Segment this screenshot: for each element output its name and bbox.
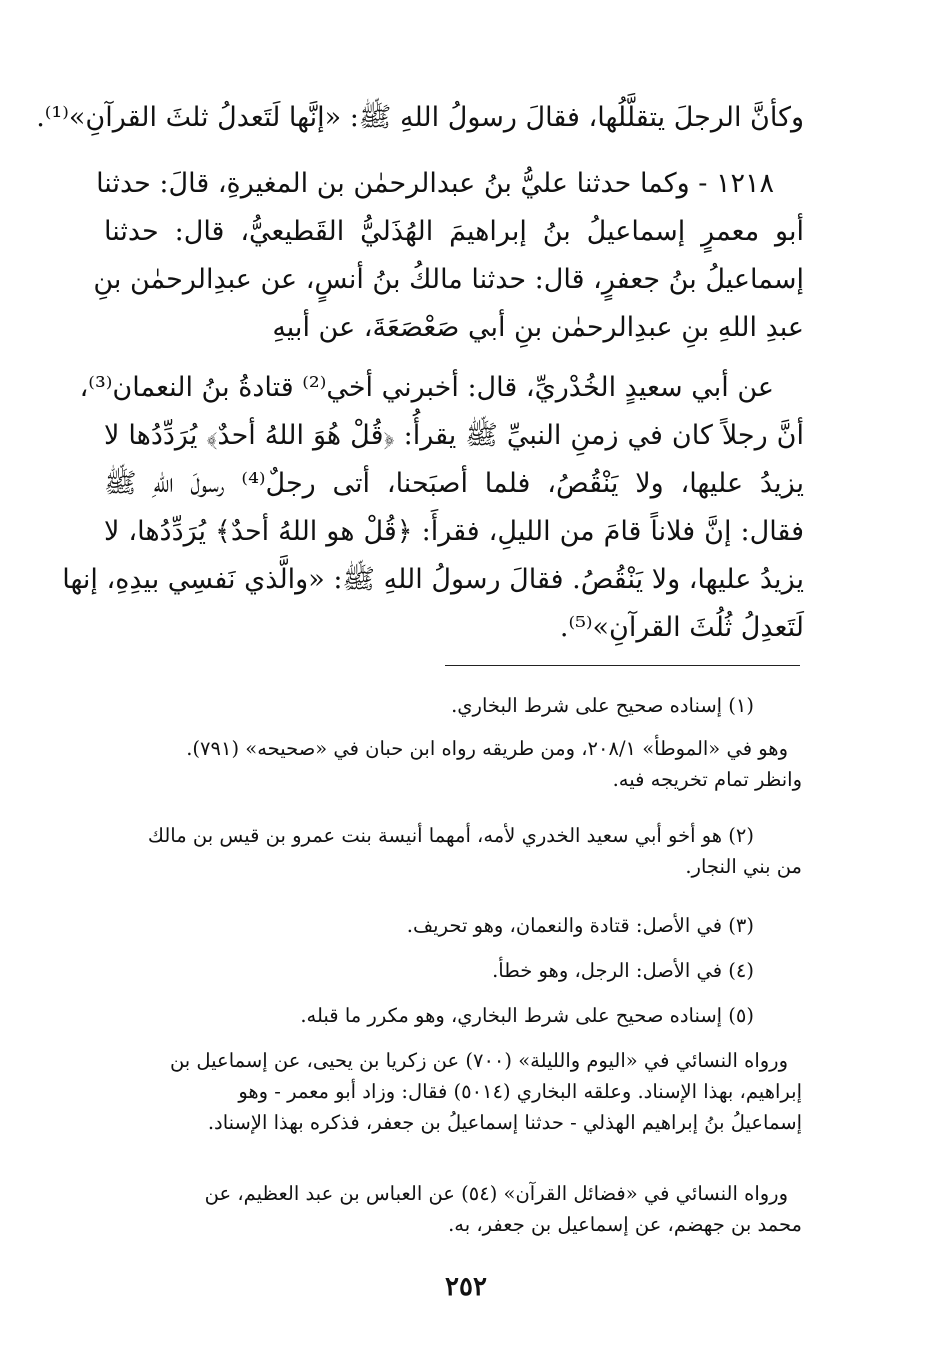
footnote-3: [90, 910, 802, 941]
text-line: فقال: إنَّ فلاناً قامَ من الليلِ، فقرأَ: ﴿قُلْ هو اللهُ أحدٌ﴾ يُرَدِّدُها، لا: [104, 516, 804, 547]
text-line: عبدِ اللهِ بنِ عبدِالرحمٰن بنِ أبي صَعْصَعَةَ، عن أبيهِ: [272, 312, 804, 343]
top-line-block: [36, 94, 804, 142]
footnote-line: (٥) إسناده صحيح على شرط البخاري، وهو مكرر ما قبله.: [300, 1004, 754, 1027]
text-line: يزيدُ عليها، ولا يَنْقُصُ، فلما أصبَحنا، أتى رجلٌ⁽⁴⁾ رسولَ اللهِ ﷺ: [104, 468, 804, 499]
text-line: ١٢١٨ - وكما حدثنا عليُّ بنُ عبدالرحمٰن بن المغيرةِ، قالَ: حدثنا: [96, 168, 774, 199]
hadith-isnad-paragraph: [93, 160, 804, 352]
footnote-line: ورواه النسائي في «اليوم والليلة» (٧٠٠) عن زكريا بن يحيى، عن إسماعيل بن: [169, 1049, 788, 1072]
footnote-line: ورواه النسائي في «فضائل القرآن» (٥٤) عن العباس بن عبد العظيم، عن: [204, 1182, 788, 1205]
footnote-5: [90, 1000, 802, 1031]
footnote-line: من بني النجار.: [685, 855, 802, 878]
footnote-line: (٢) هو أخو أبي سعيد الخدري لأمه، أمهما أنيسة بنت عمرو بن قيس بن مالك: [147, 824, 754, 847]
footnote-5-extra-2: [90, 1178, 802, 1240]
footnote-line: وانظر تمام تخريجه فيه.: [612, 768, 802, 791]
footnote-line: إسماعيلُ بنُ إبراهيم الهذلي - حدثنا إسماعيلُ بن جعفر، فذكره بهذا الإسناد.: [207, 1111, 802, 1134]
footnote-separator: [445, 665, 800, 666]
footnote-line: (٣) في الأصل: قتادة والنعمان، وهو تحريف.: [406, 914, 754, 937]
text-line: لَتَعدِلُ ثُلُثَ القرآنِ»⁽⁵⁾.: [559, 612, 804, 643]
footnote-line: إبراهيم، بهذا الإسناد. وعلقه البخاري (٥٠١٤) فقال: وزاد أبو معمر - وهو: [238, 1080, 802, 1103]
footnote-2: [90, 820, 802, 882]
footnote-1-extra: [90, 733, 802, 795]
footnote-line: محمد بن جهضم، عن إسماعيل بن جعفر، به.: [448, 1213, 802, 1236]
text-line: أبو معمرٍ إسماعيلُ بنُ إبراهيمَ الهُذَليُّ القَطيعيُّ، قال: حدثنا: [104, 216, 804, 247]
footnote-5-extra-1: [90, 1045, 802, 1138]
footnote-line: (٤) في الأصل: الرجل، وهو خطأ.: [492, 959, 754, 982]
hadith-matn-paragraph: [62, 364, 804, 652]
footnote-line: وهو في «الموطأ» ٢٠٨/١، ومن طريقه رواه ابن حبان في «صحيحه» (٧٩١).: [186, 737, 788, 760]
footnote-4: [90, 955, 802, 986]
text-line: يزيدُ عليها، ولا يَنْقُصُ. فقالَ رسولُ اللهِ ﷺ: «والَّذي نَفسِي بيدِهِ، إنها: [62, 564, 804, 595]
text-line: وكأنَّ الرجلَ يتقلَّلُها، فقالَ رسولُ اللهِ ﷺ: «إنَّها لَتَعدلُ ثلثَ القرآنِ»⁽¹⁾.: [36, 102, 804, 133]
footnote-1: [90, 690, 802, 721]
page-number: ٢٥٢: [445, 1272, 487, 1302]
text-line: إسماعيلُ بنُ جعفرٍ، قال: حدثنا مالكُ بنُ أنسٍ، عن عبدِالرحمٰن بنِ: [93, 264, 804, 295]
text-line: عن أبي سعيدٍ الخُدْريِّ، قال: أخبرني أخي⁽²⁾ قتادةُ بنُ النعمان⁽³⁾،: [79, 372, 774, 403]
footnote-line: (١) إسناده صحيح على شرط البخاري.: [451, 694, 754, 717]
text-line: أنَّ رجلاً كان في زمنِ النبيِّ ﷺ يقرأُ: ﴿قُلْ هُوَ اللهُ أحدٌ﴾ يُرَدِّدُها لا: [104, 420, 804, 451]
